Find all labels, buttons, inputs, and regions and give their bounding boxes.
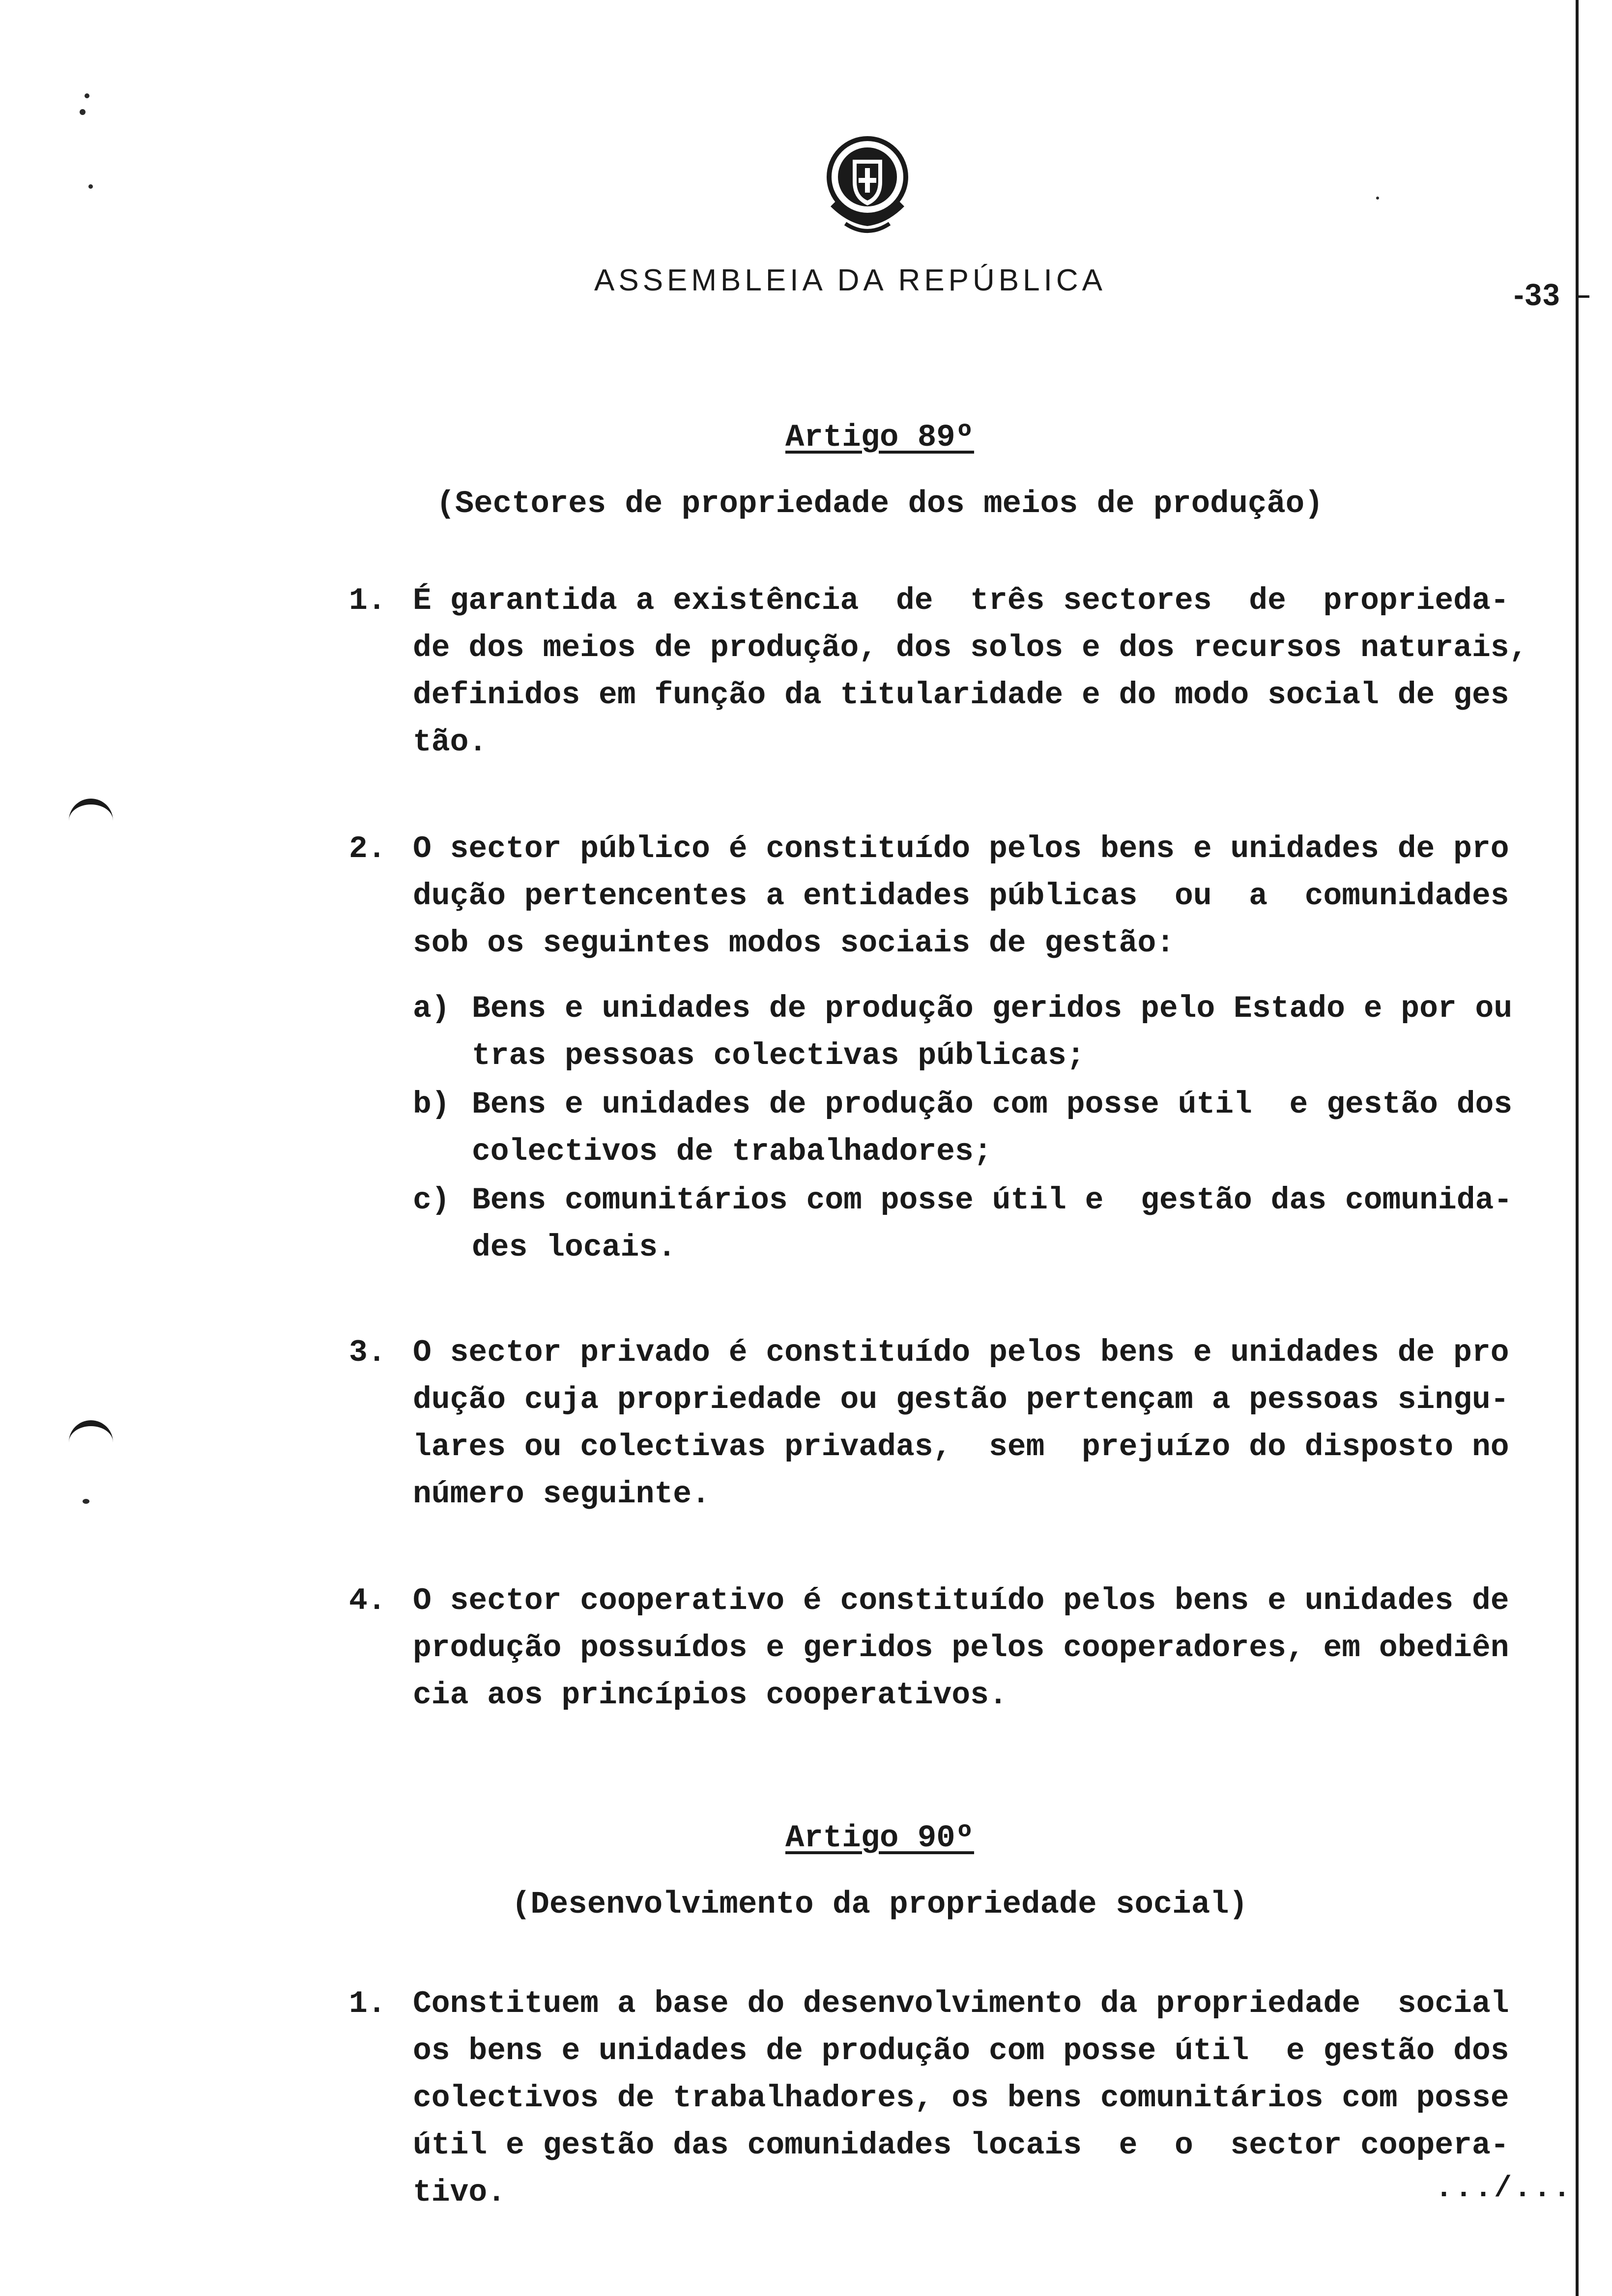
paragraph-line: os bens e unidades de produção com posse útil e gestão dos bbox=[413, 2034, 1509, 2068]
paragraph-line: tivo. bbox=[413, 2175, 506, 2210]
article-89-title: Artigo 89º bbox=[785, 420, 975, 456]
item-letter: a) bbox=[413, 991, 450, 1026]
article-89-subtitle: (Sectores de propriedade dos meios de produção) bbox=[436, 487, 1324, 522]
article-90-title: Artigo 90º bbox=[785, 1821, 975, 1856]
hole-punch-mark bbox=[69, 799, 113, 829]
scan-speck bbox=[1376, 197, 1379, 200]
paragraph-line: O sector público é constituído pelos bens e unidades de pro bbox=[413, 832, 1509, 866]
paragraph-number: 3. bbox=[349, 1335, 386, 1370]
paragraph-line: sob os seguintes modos sociais de gestão: bbox=[413, 926, 1175, 961]
institution-name: ASSEMBLEIA DA REPÚBLICA bbox=[594, 263, 1106, 297]
paragraph-line: É garantida a existência de três sectores de proprieda- bbox=[413, 583, 1509, 618]
item-letter: b) bbox=[413, 1087, 450, 1122]
paragraph-line: colectivos de trabalhadores, os bens comunitários com posse bbox=[413, 2081, 1509, 2116]
item-line: des locais. bbox=[472, 1230, 676, 1265]
paragraph-line: cia aos princípios cooperativos. bbox=[413, 1678, 1008, 1713]
margin-rule bbox=[1576, 0, 1579, 2296]
item-line: Bens e unidades de produção com posse útil e gestão dos bbox=[472, 1087, 1513, 1122]
page-number: -33 bbox=[1514, 278, 1561, 312]
paragraph-line: definidos em função da titularidade e do modo social de ges bbox=[413, 678, 1509, 713]
paragraph-line: dução pertencentes a entidades públicas ou a comunidades bbox=[413, 879, 1509, 914]
scan-speck bbox=[88, 184, 93, 189]
paragraph-line: de dos meios de produção, dos solos e dos recursos naturais, bbox=[413, 631, 1528, 665]
item-line: Bens e unidades de produção geridos pelo Estado e por ou bbox=[472, 991, 1513, 1026]
hole-punch-mark bbox=[69, 1420, 113, 1451]
scan-speck bbox=[83, 1499, 89, 1504]
paragraph-number: 2. bbox=[349, 832, 386, 866]
scan-speck bbox=[85, 93, 89, 98]
paragraph-line: lares ou colectivas privadas, sem prejuízo do disposto no bbox=[413, 1430, 1509, 1464]
item-letter: c) bbox=[413, 1183, 450, 1218]
paragraph-number: 1. bbox=[349, 1986, 386, 2021]
paragraph-line: número seguinte. bbox=[413, 1477, 710, 1512]
coat-of-arms-icon bbox=[818, 133, 917, 241]
scan-speck bbox=[80, 109, 86, 115]
continuation-marker: .../... bbox=[1435, 2172, 1573, 2206]
paragraph-line: dução cuja propriedade ou gestão pertençam a pessoas singu- bbox=[413, 1382, 1509, 1417]
paragraph-line: O sector privado é constituído pelos bens e unidades de pro bbox=[413, 1335, 1509, 1370]
article-90-subtitle: (Desenvolvimento da propriedade social) bbox=[512, 1887, 1248, 1923]
paragraph-line: Constituem a base do desenvolvimento da propriedade social bbox=[413, 1986, 1509, 2021]
item-line: colectivos de trabalhadores; bbox=[472, 1134, 992, 1169]
paragraph-number: 1. bbox=[349, 583, 386, 618]
item-line: Bens comunitários com posse útil e gestão das comunida- bbox=[472, 1183, 1513, 1218]
paragraph-number: 4. bbox=[349, 1583, 386, 1618]
paragraph-line: O sector cooperativo é constituído pelos bens e unidades de bbox=[413, 1583, 1509, 1618]
paragraph-line: útil e gestão das comunidades locais e o sector coopera- bbox=[413, 2128, 1509, 2163]
paragraph-line: tão. bbox=[413, 725, 488, 760]
item-line: tras pessoas colectivas públicas; bbox=[472, 1038, 1085, 1073]
paragraph-line: produção possuídos e geridos pelos cooperadores, em obediên bbox=[413, 1631, 1509, 1665]
